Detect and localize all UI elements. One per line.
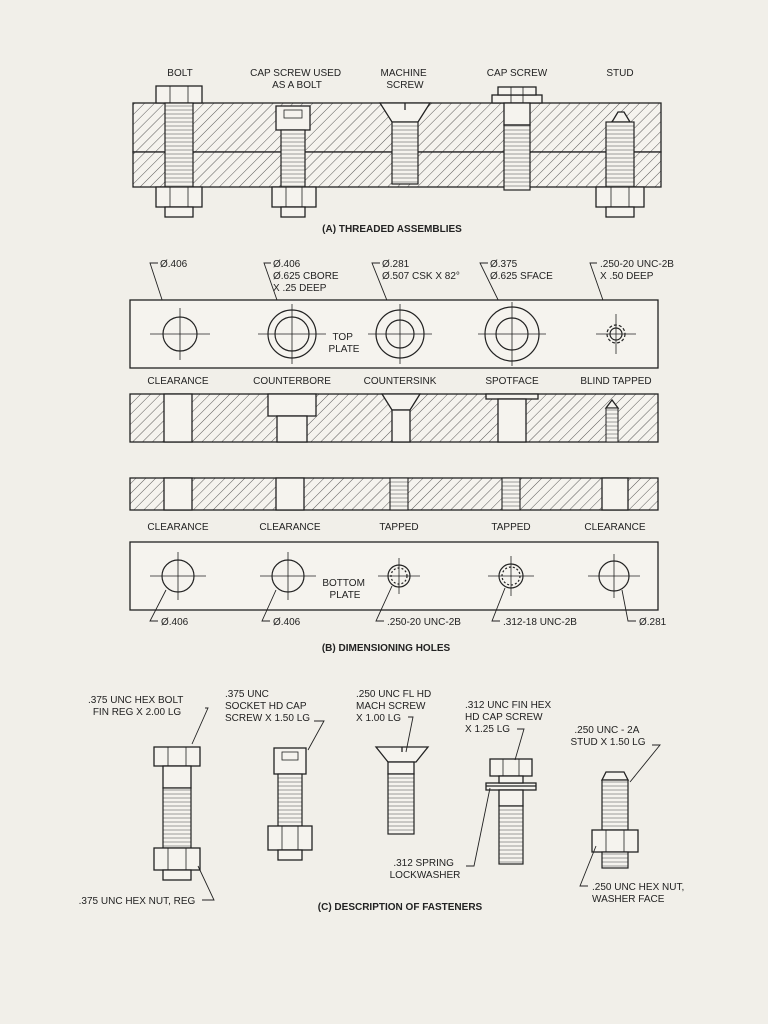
callout-bottom-2: Ø.406 [273, 617, 301, 628]
fastener-hex-cap-screw [486, 759, 536, 864]
hole-type-spotface: SPOTFACE [485, 376, 539, 387]
callout-top-blind-tapped: .250-20 UNC-2B X .50 DEEP [600, 259, 674, 282]
hole-type-countersink: COUNTERSINK [363, 376, 437, 387]
label-cap-screw: CAP SCREW [486, 68, 548, 79]
hole-type-blind-tapped: BLIND TAPPED [580, 376, 652, 387]
callout-top-spotface: Ø.375 Ø.625 SFACE [490, 259, 553, 282]
bottom-type-clearance-3: CLEARANCE [584, 522, 646, 533]
fastener-flat-head-screw [376, 747, 428, 834]
caption-description-of-fasteners: (C) DESCRIPTION OF FASTENERS [317, 902, 483, 913]
caption-threaded-assemblies: (A) THREADED ASSEMBLIES [322, 224, 462, 235]
bottom-type-clearance-2: CLEARANCE [259, 522, 321, 533]
label-bolt: BOLT [167, 68, 193, 79]
section-c-description-of-fasteners [79, 689, 687, 913]
fastener-hex-bolt [154, 747, 200, 880]
note-stud-nut: .250 UNC HEX NUT, WASHER FACE [592, 882, 685, 905]
bottom-type-tapped-1: TAPPED [379, 522, 419, 533]
callout-bottom-3: .250-20 UNC-2B [387, 617, 461, 628]
callout-top-counterbore: Ø.406 Ø.625 CBORE X .25 DEEP [273, 259, 339, 294]
hole-type-counterbore: COUNTERBORE [253, 376, 331, 387]
top-plate-label: TOP PLATE [328, 332, 360, 355]
note-lockwasher: .312 SPRING LOCKWASHER [389, 858, 461, 881]
bottom-plate-label: BOTTOM PLATE [322, 578, 365, 601]
hole-type-clearance: CLEARANCE [147, 376, 209, 387]
callout-top-countersink: Ø.281 Ø.507 CSK X 82° [382, 259, 460, 282]
bottom-type-clearance-1: CLEARANCE [147, 522, 209, 533]
section-b-dimensioning-holes [130, 259, 677, 654]
fastener-stud [592, 772, 638, 868]
desc-stud: .250 UNC - 2A STUD X 1.50 LG [570, 725, 646, 748]
fastener-socket-cap-screw [268, 748, 312, 860]
desc-hex-cap-screw: .312 UNC FIN HEX HD CAP SCREW X 1.25 LG [465, 700, 552, 735]
note-hex-nut: .375 UNC HEX NUT, REG [78, 896, 196, 907]
desc-socket-cap-screw: .375 UNC SOCKET HD CAP SCREW X 1.50 LG [225, 689, 311, 724]
callout-bottom-1: Ø.406 [161, 617, 189, 628]
label-machine-screw: MACHINE SCREW [380, 68, 427, 91]
desc-hex-bolt: .375 UNC HEX BOLT FIN REG X 2.00 LG [87, 695, 184, 718]
section-a-threaded-assemblies [133, 68, 661, 235]
desc-flat-head-screw: .250 UNC FL HD MACH SCREW X 1.00 LG [356, 689, 432, 724]
callout-top-clearance: Ø.406 [160, 259, 188, 270]
bottom-type-tapped-2: TAPPED [491, 522, 531, 533]
callout-bottom-5: Ø.281 [639, 617, 667, 628]
label-cap-screw-as-bolt: CAP SCREW USED AS A BOLT [250, 68, 342, 91]
label-stud: STUD [606, 68, 634, 79]
callout-bottom-4: .312-18 UNC-2B [503, 617, 577, 628]
caption-dimensioning-holes: (B) DIMENSIONING HOLES [321, 643, 451, 654]
